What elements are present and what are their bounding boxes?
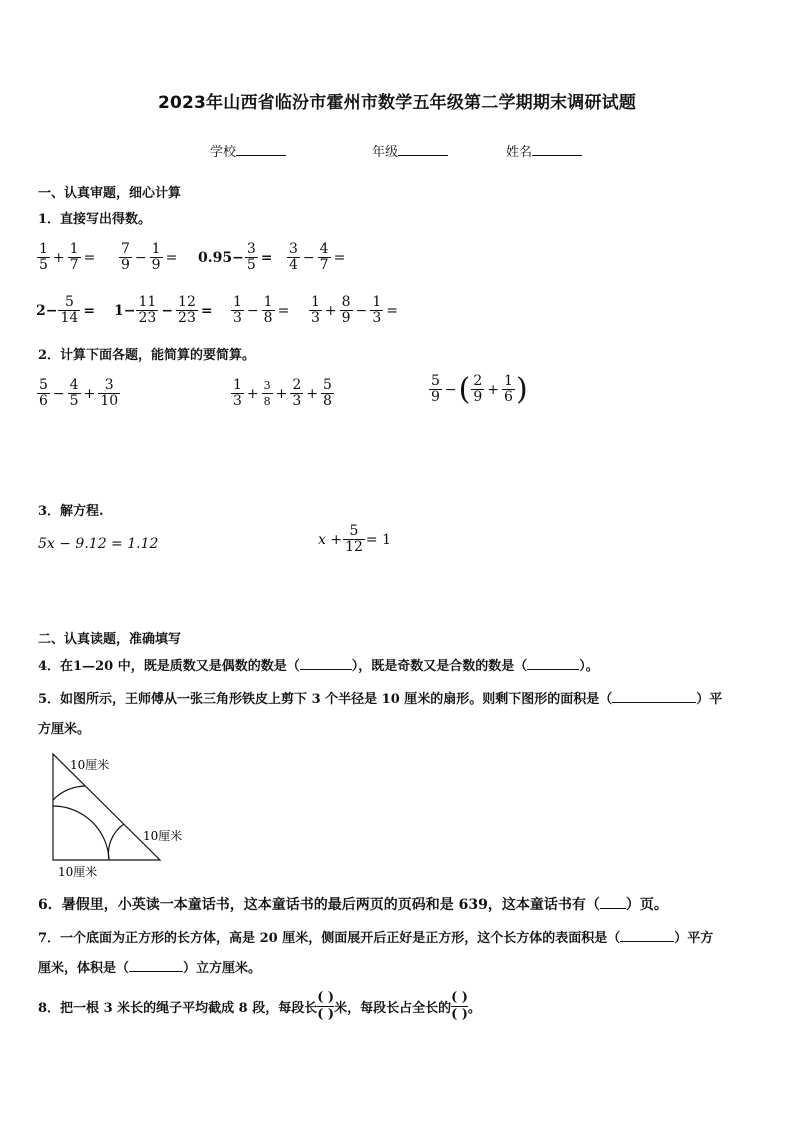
q4-blank-2[interactable]	[527, 657, 579, 670]
sector-arc-top	[53, 786, 85, 800]
q1-expr-7: $\frac{1}{3}$ − $\frac{1}{8}$ =	[233, 294, 290, 326]
q4-text: 4．在1—20 中，既是质数又是偶数的数是（ ），既是奇数又是合数的数是（ ）。	[38, 659, 599, 674]
q2-expr-2: $\frac{1}{3}$ + $\frac{3}{8}$ + $\frac{2}{3}$ + $\frac{5}{8}$	[233, 377, 332, 409]
fraction: $\frac{3}{5}$	[246, 241, 256, 273]
fraction: $\frac{1}{8}$	[263, 294, 273, 326]
q3-equation-2: x + $\frac{5}{12}$ = 1	[318, 523, 391, 555]
q1-expr-5: 2− $\frac{5}{14}$ =	[36, 294, 96, 326]
grade-blank[interactable]	[398, 142, 448, 156]
grade-field[interactable]	[372, 141, 448, 160]
section-2-heading: 二、认真读题，准确填写	[38, 632, 182, 647]
q1-expr-8: $\frac{1}{3}$ + $\frac{8}{9}$ − $\frac{1}{3}$ =	[311, 294, 398, 326]
school-field[interactable]	[210, 141, 286, 160]
fraction: $\frac{2}{9}$	[473, 373, 483, 405]
sector-arc-right	[108, 824, 124, 860]
q3-equation-1: 5x − 9.12 = 1.12	[38, 536, 159, 552]
fraction: $\frac{4}{5}$	[69, 377, 79, 409]
name-field[interactable]	[506, 141, 582, 160]
fraction: $\frac{3}{4}$	[289, 241, 298, 273]
fraction: $\frac{1}{6}$	[504, 373, 513, 405]
q8-text: 8．把一根 3 米长的绳子平均截成 8 段，每段长 ( ) ( ) 米，每段长占全长的 ( ) ( ) 。	[38, 990, 481, 1022]
fraction: $\frac{8}{9}$	[341, 294, 351, 326]
q7-blank-1[interactable]	[620, 929, 674, 942]
fraction: $\frac{1}{5}$	[39, 241, 48, 273]
page-title: 2023年山西省临汾市霍州市数学五年级第二学期期末调研试题	[157, 93, 637, 113]
fraction: $\frac{5}{8}$	[323, 377, 332, 409]
q5-text-cont: 方厘米。	[38, 722, 91, 737]
label-top: 10厘米	[70, 758, 110, 772]
fraction: $\frac{1}{3}$	[311, 294, 320, 326]
q3-label: 3．解方程.	[38, 504, 104, 519]
fraction: $\frac{5}{12}$	[345, 523, 363, 555]
q7-text: 7．一个底面为正方形的长方体，高是 20 厘米，侧面展开后正好是正方形，这个长方体的表面积是（ ）平方	[38, 931, 714, 946]
fraction: $\frac{3}{8}$	[263, 379, 271, 408]
q2-expr-1: $\frac{5}{6}$ − $\frac{4}{5}$ + $\frac{3}{10}$	[39, 377, 119, 409]
fraction: $\frac{5}{14}$	[60, 294, 79, 326]
q5-text: 5．如图所示，王师傅从一张三角形铁皮上剪下 3 个半径是 10 厘米的扇形。则剩下图形的面积是（ ）平	[38, 692, 723, 707]
grade-label: 年级	[372, 145, 399, 160]
fraction: $\frac{12}{23}$	[178, 294, 196, 326]
q7-blank-2[interactable]	[129, 959, 183, 972]
section-1-heading: 一、认真审题，细心计算	[38, 186, 182, 201]
q1-expr-4: $\frac{3}{4}$ − $\frac{4}{7}$ =	[289, 241, 346, 273]
fraction: $\frac{5}{6}$	[39, 377, 48, 409]
label-right: 10厘米	[143, 829, 183, 843]
q1-expr-6: 1− $\frac{11}{23}$ − $\frac{12}{23}$ =	[114, 294, 213, 326]
fraction: $\frac{1}{9}$	[151, 241, 161, 273]
fraction: $\frac{2}{3}$	[292, 377, 302, 409]
school-label: 学校	[210, 145, 237, 160]
fraction: $\frac{1}{3}$	[233, 377, 242, 409]
q8-fraction-blank-2[interactable]: ( ) ( )	[451, 990, 468, 1022]
fraction: $\frac{11}{23}$	[138, 294, 157, 326]
triangle-figure	[40, 748, 210, 880]
q1-expr-1: $\frac{1}{5}$ + $\frac{1}{7}$ =	[39, 241, 96, 273]
name-blank[interactable]	[532, 142, 582, 156]
q6-text: 6．暑假里，小英读一本童话书，这本童话书的最后两页的页码和是 639，这本童话书有（ ）页。	[38, 897, 668, 913]
fraction: $\frac{1}{3}$	[372, 294, 382, 326]
fraction: $\frac{1}{3}$	[233, 294, 242, 326]
q5-blank[interactable]	[612, 690, 696, 703]
sector-arc-left	[53, 806, 109, 860]
fraction: $\frac{7}{9}$	[121, 241, 130, 273]
q2-label: 2．计算下面各题，能简算的要简算。	[38, 348, 256, 363]
fraction: $\frac{5}{9}$	[431, 373, 440, 405]
school-blank[interactable]	[236, 142, 286, 156]
fraction: $\frac{1}{7}$	[69, 241, 79, 273]
name-label: 姓名	[506, 145, 533, 160]
fraction: $\frac{4}{7}$	[319, 241, 329, 273]
fraction: $\frac{3}{10}$	[100, 377, 119, 409]
q4-blank-1[interactable]	[300, 657, 352, 670]
label-bottom: 10厘米	[58, 865, 98, 879]
q7-text-cont: 厘米，体积是（ ）立方厘米。	[38, 961, 262, 976]
q8-fraction-blank-1[interactable]: ( ) ( )	[317, 990, 335, 1022]
q6-blank[interactable]	[600, 896, 626, 909]
q1-expr-3: 0.95− $\frac{3}{5}$ =	[198, 241, 273, 273]
q1-label: 1．直接写出得数。	[38, 212, 152, 227]
q2-expr-3: $\frac{5}{9}$ − ( $\frac{2}{9}$ + $\frac{1}{6}$ )	[431, 371, 528, 407]
q1-expr-2: $\frac{7}{9}$ − $\frac{1}{9}$ =	[121, 241, 178, 273]
